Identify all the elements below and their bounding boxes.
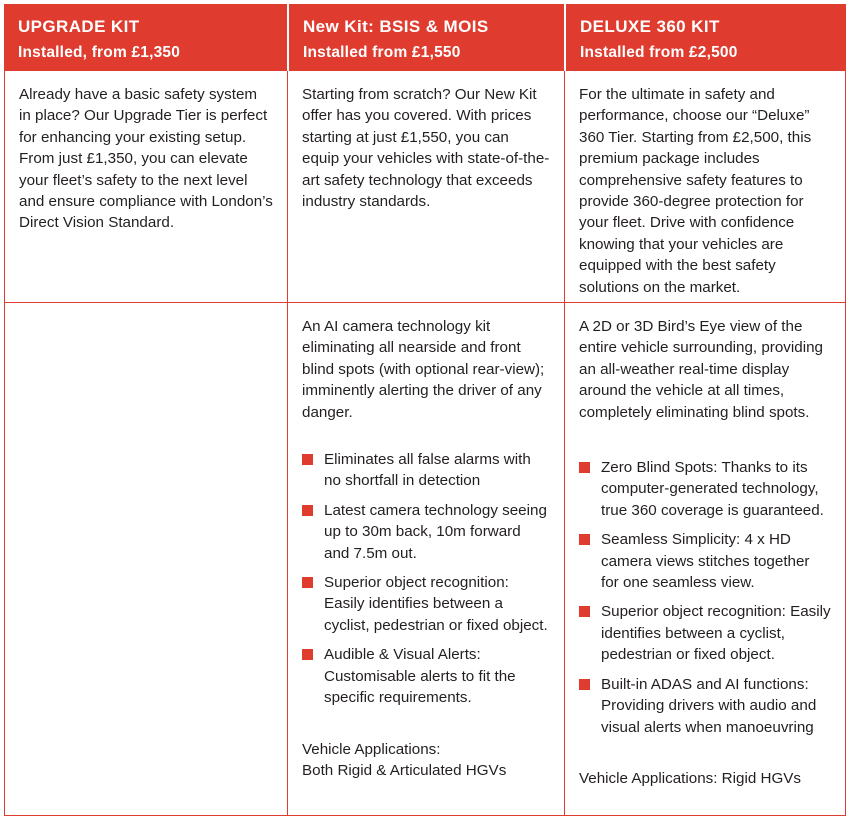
feature-text: Superior object recognition: Easily identifies between a cyclist, pedestrian or fixed object.	[324, 574, 548, 634]
feature-text: Zero Blind Spots: Thanks to its computer-generated technology, true 360 coverage is guaranteed.	[601, 459, 824, 519]
deluxe-kit-detail-cell	[564, 303, 846, 816]
header-upgrade-kit	[4, 4, 287, 71]
list-item	[302, 500, 550, 564]
kit-price: Installed from £1,550	[303, 44, 461, 61]
square-bullet-icon	[579, 534, 590, 545]
kit-description: For the ultimate in safety and performance, choose our “Deluxe” 360 Tier. Starting from £2,500, this premium package includes comprehensive safety features to provide 360-degree protection for your fleet. Drive with confidence knowing that your vehicles are equipped with the best safety solutions on the market.	[579, 86, 812, 296]
vehicle-applications: Vehicle Applications: Both Rigid & Articulated HGVs	[302, 740, 507, 779]
kit-description: Starting from scratch? Our New Kit offer has you covered. With prices starting at just £1,550, you can equip your vehicles with state-of-the-art safety technology that exceeds industry standards.	[302, 86, 550, 211]
kit-title: UPGRADE KIT	[18, 17, 140, 36]
square-bullet-icon	[579, 679, 590, 690]
list-item	[579, 529, 831, 593]
kit-detail: A 2D or 3D Bird’s Eye view of the entire vehicle surrounding, providing an all-weather real-time display around the vehicle at all times, completely eliminating blind spots.	[579, 318, 823, 421]
square-bullet-icon	[579, 606, 590, 617]
kit-description: Already have a basic safety system in place? Our Upgrade Tier is perfect for enhancing your existing setup. From just £1,350, you can elevate your fleet’s safety to the next level and ensure compliance with London’s Direct Vision Standard.	[19, 86, 273, 232]
feature-list	[579, 457, 831, 738]
vehicle-applications: Vehicle Applications: Rigid HGVs	[579, 769, 802, 787]
feature-text: Superior object recognition: Easily identifies between a cyclist, pedestrian or fixed object.	[601, 603, 831, 664]
square-bullet-icon	[302, 505, 313, 516]
feature-list	[302, 449, 550, 708]
feature-text: Eliminates all false alarms with no shortfall in detection	[324, 451, 531, 490]
header-new-kit	[287, 4, 564, 71]
square-bullet-icon	[302, 454, 313, 465]
new-kit-detail-cell	[287, 303, 564, 816]
square-bullet-icon	[302, 649, 313, 660]
list-item	[579, 457, 831, 521]
kit-title: New Kit: BSIS & MOIS	[303, 17, 489, 36]
new-kit-description-cell	[287, 71, 564, 303]
kit-comparison-table	[4, 4, 846, 816]
list-item	[302, 644, 550, 708]
list-item	[302, 449, 550, 492]
square-bullet-icon	[579, 462, 590, 473]
list-item	[302, 572, 550, 636]
feature-text: Built-in ADAS and AI functions: Providing drivers with audio and visual alerts when manoeuvring	[601, 675, 817, 736]
feature-text: Seamless Simplicity: 4 x HD camera views stitches together for one seamless view.	[601, 531, 810, 592]
feature-text: Latest camera technology seeing up to 30m back, 10m forward and 7.5m out.	[324, 501, 547, 562]
upgrade-kit-description-cell	[4, 71, 287, 303]
square-bullet-icon	[302, 577, 313, 588]
upgrade-kit-detail-cell	[4, 303, 287, 816]
feature-text: Audible & Visual Alerts: Customisable alerts to fit the specific requirements.	[324, 646, 516, 707]
header-deluxe-kit	[564, 4, 846, 71]
list-item	[579, 601, 831, 665]
kit-price: Installed from £2,500	[580, 44, 738, 61]
kit-detail: An AI camera technology kit eliminating all nearside and front blind spots (with optional rear-view); imminently alerting the driver of any danger.	[302, 318, 545, 421]
kit-title: DELUXE 360 KIT	[580, 17, 720, 36]
list-item	[579, 674, 831, 738]
deluxe-kit-description-cell	[564, 71, 846, 303]
kit-price: Installed, from £1,350	[18, 44, 181, 61]
